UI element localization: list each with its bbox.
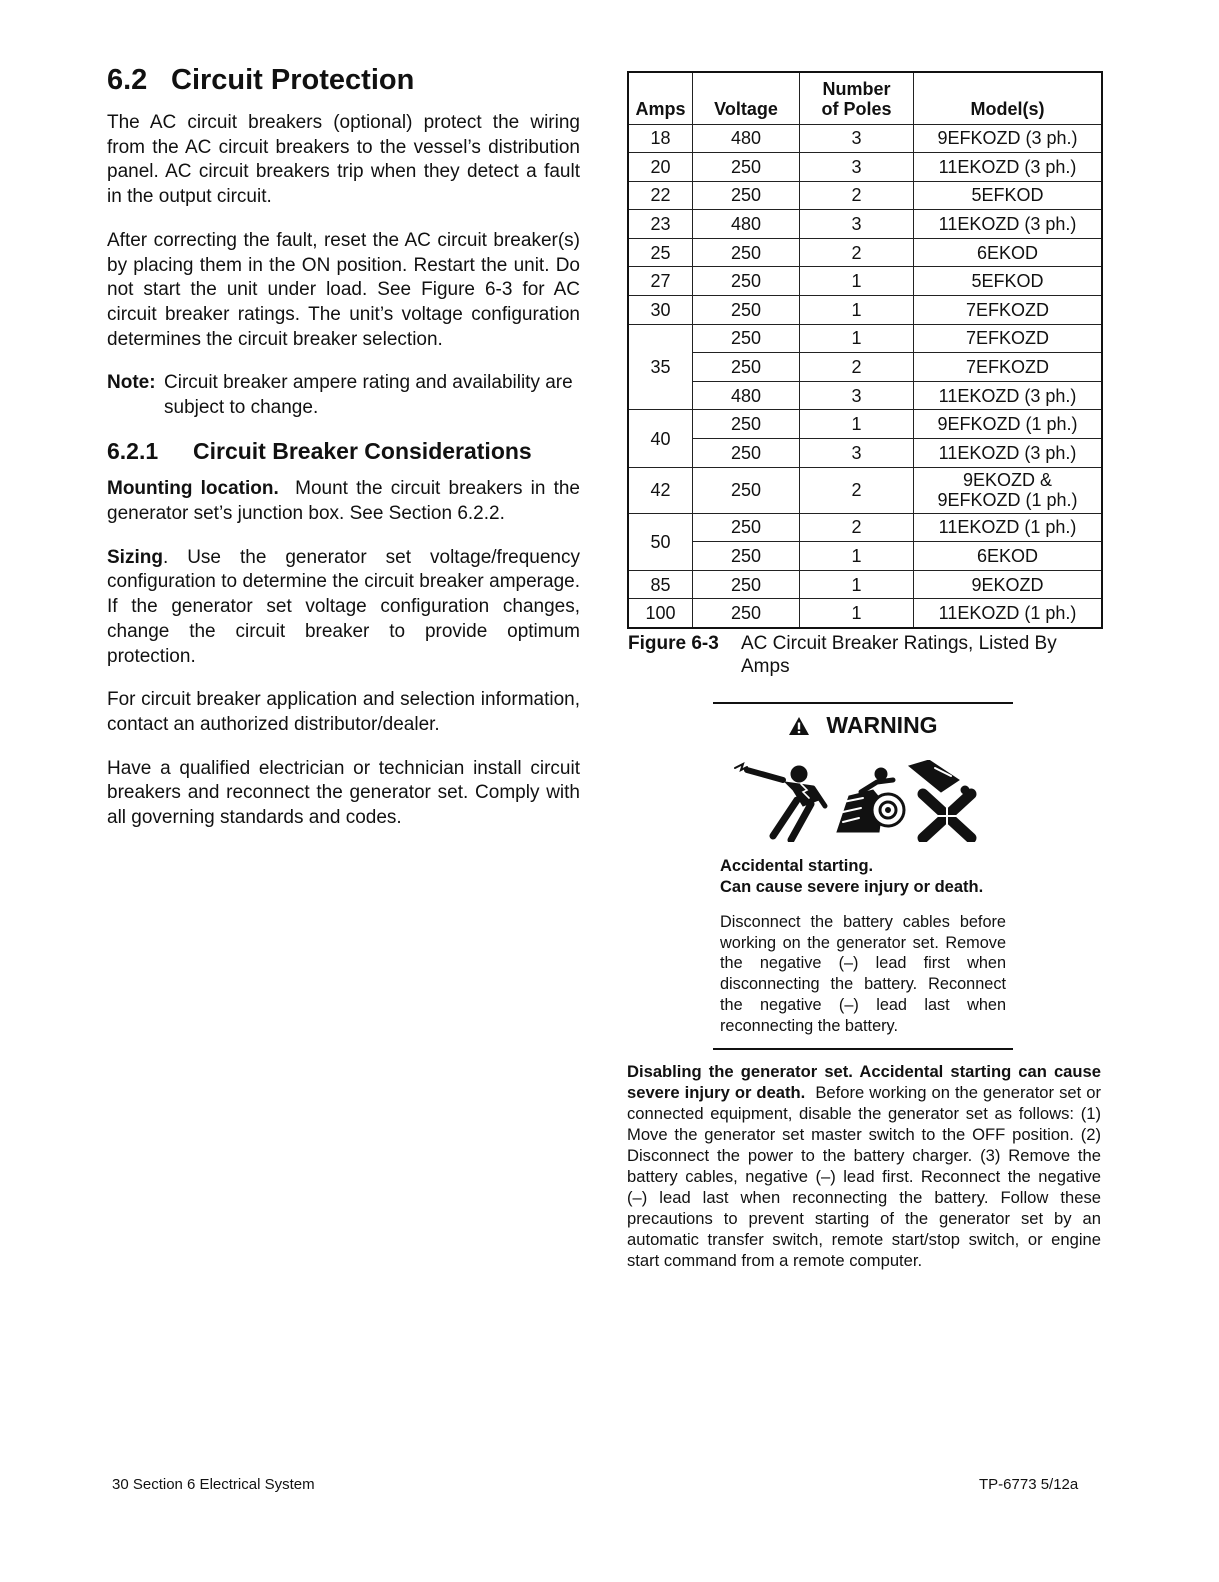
warning-box bbox=[713, 702, 1013, 1050]
table-row bbox=[628, 381, 1102, 410]
footer-right: TP-6773 5/12a bbox=[979, 1476, 1079, 1493]
cell-model: 9EFKOZD (1 ph.) bbox=[914, 410, 1103, 439]
cell-poles: 2 bbox=[800, 513, 914, 542]
cell-poles: 3 bbox=[800, 210, 914, 239]
sizing-text: . Use the generator set voltage/frequency configuration to determine the circuit breaker amperage. If the generator set voltage configuration changes, change the circuit breaker to provide optimum protection. bbox=[107, 546, 580, 667]
cell-poles: 1 bbox=[800, 267, 914, 296]
cell-model: 11EKOZD (3 ph.) bbox=[914, 381, 1103, 410]
cell-amps: 20 bbox=[628, 153, 693, 182]
cell-voltage: 250 bbox=[693, 570, 800, 599]
left-column bbox=[107, 64, 580, 850]
cell-amps: 30 bbox=[628, 296, 693, 325]
cell-amps: 35 bbox=[628, 324, 693, 410]
section-title: Circuit Protection bbox=[171, 64, 415, 96]
cell-voltage: 250 bbox=[693, 467, 800, 513]
cell-amps: 42 bbox=[628, 467, 693, 513]
cell-model-line1: 9EKOZD & bbox=[962, 470, 1053, 491]
table-row bbox=[628, 296, 1102, 325]
cell-voltage: 250 bbox=[693, 542, 800, 571]
cell-voltage: 250 bbox=[693, 324, 800, 353]
cell-amps: 25 bbox=[628, 238, 693, 267]
cell-model bbox=[914, 467, 1103, 513]
note-label: Note: bbox=[107, 372, 156, 394]
cell-model: 9EFKOZD (3 ph.) bbox=[914, 124, 1103, 153]
cell-voltage: 250 bbox=[693, 181, 800, 210]
table-header-row bbox=[628, 72, 1102, 124]
warning-text: Disconnect the battery cables before working on the generator set. Remove the negative (–) lead first when disconnecting the battery. Reconnect the negative (–) lead last when reconnecting the battery. bbox=[720, 913, 1006, 1035]
table-body bbox=[628, 124, 1102, 628]
cell-amps: 23 bbox=[628, 210, 693, 239]
cell-voltage: 250 bbox=[693, 439, 800, 468]
table-row bbox=[628, 542, 1102, 571]
cell-voltage: 250 bbox=[693, 238, 800, 267]
figure-label: Figure 6-3 bbox=[628, 633, 719, 654]
header-poles bbox=[800, 72, 914, 124]
cell-voltage: 250 bbox=[693, 296, 800, 325]
table-row bbox=[628, 324, 1102, 353]
table-row bbox=[628, 267, 1102, 296]
cell-model: 6EKOD bbox=[914, 238, 1103, 267]
cell-model: 5EFKOD bbox=[914, 267, 1103, 296]
cell-voltage: 250 bbox=[693, 513, 800, 542]
cell-voltage: 250 bbox=[693, 267, 800, 296]
cell-amps: 18 bbox=[628, 124, 693, 153]
table-row bbox=[628, 599, 1102, 628]
note bbox=[107, 371, 580, 420]
footer-left: 30 Section 6 Electrical System bbox=[112, 1476, 315, 1493]
cell-poles: 2 bbox=[800, 467, 914, 513]
cell-model: 6EKOD bbox=[914, 542, 1103, 571]
cell-voltage: 250 bbox=[693, 153, 800, 182]
note-text: Circuit breaker ampere rating and availability are subject to change. bbox=[164, 372, 573, 418]
cell-model-line2: 9EFKOZD (1 ph.) bbox=[937, 490, 1078, 511]
disabling-paragraph bbox=[627, 1061, 1101, 1271]
header-voltage: Voltage bbox=[693, 72, 800, 124]
cell-amps: 22 bbox=[628, 181, 693, 210]
breaker-ratings-table bbox=[627, 71, 1103, 629]
figure-caption-text: AC Circuit Breaker Ratings, Listed By Amps bbox=[741, 633, 1057, 677]
table-row bbox=[628, 439, 1102, 468]
subsection-title: Circuit Breaker Considerations bbox=[193, 438, 532, 465]
table-row bbox=[628, 410, 1102, 439]
mounting-text: Mount the circuit breakers in the generator set’s junction box. See Section 6.2.2. bbox=[107, 478, 581, 525]
cell-amps: 27 bbox=[628, 267, 693, 296]
header-models: Model(s) bbox=[914, 72, 1103, 124]
warning-triangle-icon bbox=[788, 716, 810, 736]
sizing-label: Sizing bbox=[107, 546, 163, 568]
section-heading bbox=[107, 64, 580, 97]
header-poles-line1: Number bbox=[822, 78, 891, 99]
cell-voltage: 250 bbox=[693, 410, 800, 439]
warning-title-line2: Can cause severe injury or death. bbox=[720, 878, 984, 896]
cell-voltage: 480 bbox=[693, 210, 800, 239]
accidental-starting-hazard-icon bbox=[733, 760, 995, 842]
cell-voltage: 480 bbox=[693, 124, 800, 153]
header-amps: Amps bbox=[628, 72, 693, 124]
cell-model: 11EKOZD (3 ph.) bbox=[914, 153, 1103, 182]
figure-caption bbox=[628, 632, 1098, 678]
install-paragraph: Have a qualified electrician or technician install circuit breakers and reconnect the generator set. Comply with all governing standards and codes. bbox=[107, 757, 580, 829]
cell-poles: 1 bbox=[800, 599, 914, 628]
cell-amps: 100 bbox=[628, 599, 693, 628]
cell-amps: 85 bbox=[628, 570, 693, 599]
warning-heading bbox=[713, 712, 1013, 739]
intro-paragraph-1: The AC circuit breakers (optional) protect the wiring from the AC circuit breakers to the vessel’s distribution panel. AC circuit breakers trip when they detect a fault in the output circuit. bbox=[107, 112, 580, 208]
section-number: 6.2 bbox=[107, 64, 148, 96]
cell-model: 7EFKOZD bbox=[914, 353, 1103, 382]
intro-paragraph-2: After correcting the fault, reset the AC circuit breaker(s) by placing them in the ON position. Restart the unit. Do not start the unit under load. See Figure 6-3 for AC circuit breaker ratings. The unit’s voltage configuration determines the circuit breaker selection. bbox=[107, 229, 580, 350]
cell-poles: 3 bbox=[800, 153, 914, 182]
cell-model: 11EKOZD (3 ph.) bbox=[914, 210, 1103, 239]
table-row bbox=[628, 467, 1102, 513]
cell-poles: 3 bbox=[800, 124, 914, 153]
cell-amps: 50 bbox=[628, 513, 693, 570]
cell-poles: 2 bbox=[800, 353, 914, 382]
cell-poles: 1 bbox=[800, 324, 914, 353]
cell-model: 11EKOZD (1 ph.) bbox=[914, 513, 1103, 542]
mounting-label: Mounting location. bbox=[107, 478, 279, 500]
cell-model: 11EKOZD (1 ph.) bbox=[914, 599, 1103, 628]
table-row bbox=[628, 353, 1102, 382]
mounting-paragraph bbox=[107, 477, 580, 526]
table-row bbox=[628, 181, 1102, 210]
cell-voltage: 250 bbox=[693, 599, 800, 628]
cell-poles: 1 bbox=[800, 410, 914, 439]
subsection-number: 6.2.1 bbox=[107, 438, 159, 465]
table-row bbox=[628, 238, 1102, 267]
table-row bbox=[628, 570, 1102, 599]
cell-model: 5EFKOD bbox=[914, 181, 1103, 210]
cell-model: 9EKOZD bbox=[914, 570, 1103, 599]
table-row bbox=[628, 513, 1102, 542]
table-row bbox=[628, 210, 1102, 239]
warning-title-line1: Accidental starting. bbox=[720, 857, 874, 875]
application-paragraph: For circuit breaker application and selection information, contact an authorized distributor/dealer. bbox=[107, 689, 580, 735]
cell-voltage: 480 bbox=[693, 381, 800, 410]
cell-model: 11EKOZD (3 ph.) bbox=[914, 439, 1103, 468]
cell-model: 7EFKOZD bbox=[914, 324, 1103, 353]
subsection-heading bbox=[107, 438, 580, 465]
cell-poles: 1 bbox=[800, 296, 914, 325]
disabling-bold: Disabling the generator set. Accidental starting can cause severe injury or death. bbox=[627, 1062, 1101, 1102]
cell-poles: 1 bbox=[800, 570, 914, 599]
cell-poles: 2 bbox=[800, 238, 914, 267]
cell-poles: 3 bbox=[800, 381, 914, 410]
cell-poles: 3 bbox=[800, 439, 914, 468]
sizing-paragraph bbox=[107, 546, 580, 670]
warning-heading-text: WARNING bbox=[826, 712, 938, 738]
header-poles-line2: of Poles bbox=[821, 98, 892, 119]
cell-poles: 2 bbox=[800, 181, 914, 210]
table-row bbox=[628, 124, 1102, 153]
cell-voltage: 250 bbox=[693, 353, 800, 382]
cell-poles: 1 bbox=[800, 542, 914, 571]
cell-amps: 40 bbox=[628, 410, 693, 467]
warning-title bbox=[720, 856, 1010, 898]
cell-model: 7EFKOZD bbox=[914, 296, 1103, 325]
table-row bbox=[628, 153, 1102, 182]
disabling-text: Before working on the generator set or connected equipment, disable the generator set as follows: (1) Move the generator set master switch to the OFF position. (2) Disconnect the power to the battery charger. (3) Remove the battery cables, negative (–) lead first. Reconnect the negative (–) lead last when reconnecting the battery. Follow these precautions to prevent starting of the generator set by an automatic transfer switch, remote start/stop switch, or engine start command from a remote computer. bbox=[627, 1083, 1101, 1270]
